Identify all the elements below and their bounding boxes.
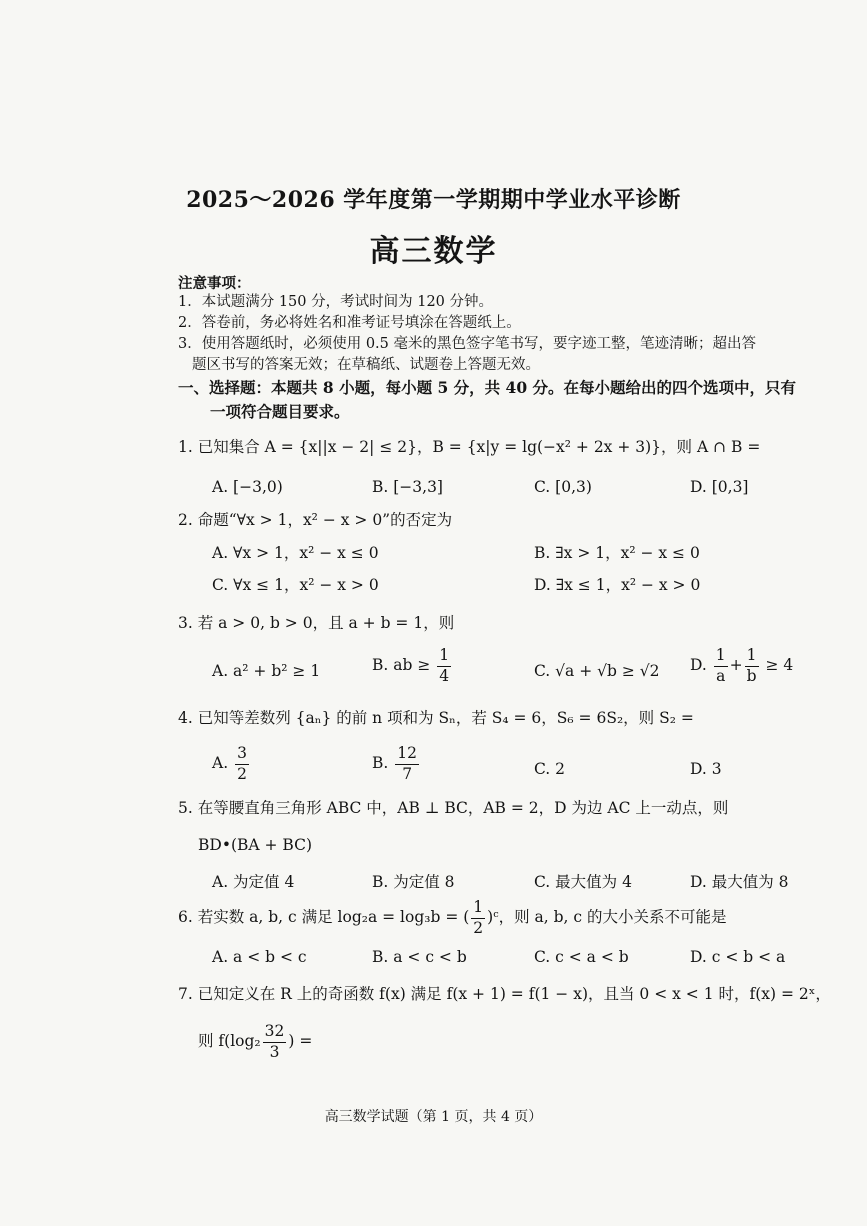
fraction-numerator: 32 [263,1024,287,1043]
question-3-option-b-fraction [437,648,451,684]
fraction-denominator: 4 [439,666,450,685]
note-3: 3．使用答题纸时，必须使用 0.5 毫米的黑色签字笔书写，要字迹工整，笔迹清晰；超出答 [178,336,756,352]
fraction-numerator: 1 [714,648,728,667]
question-3-option-b-label: B. ab ≥ [372,656,431,674]
subject-title: 高三数学 [369,234,498,269]
question-7-expression-tail: ) = [288,1032,313,1050]
fraction-denominator: 2 [237,764,247,783]
question-3-option-b [372,648,453,684]
question-6-option-a: A. a < b < c [212,948,307,966]
question-4-option-c: C. 2 [534,760,566,778]
question-4-option-a [212,746,251,782]
question-6-option-c: C. c < a < b [534,948,629,966]
question-6-fraction [471,900,485,936]
question-2-option-c: C. ∀x ≤ 1，x² − x > 0 [212,576,379,594]
question-6-option-b: B. a < c < b [372,948,467,966]
question-1-option-a: A. [−3,0) [212,478,283,496]
question-1-option-c: C. [0,3) [534,478,592,496]
question-3-option-d: D. $\frac{1}{a}$ + $\frac{1}{b}$ ≥ 4 [690,646,794,685]
fraction-numerator: 1 [471,900,485,919]
section-heading [178,376,808,424]
question-6-stem [178,900,818,936]
question-5-stem: 5. 在等腰直角三角形 ABC 中，AB ⊥ BC，AB = 2，D 为边 AC 上一动点，则 [178,799,729,817]
question-3-option-a: A. a² + b² ≥ 1 [212,662,321,680]
section-heading-line2: 一项符合题目要求。 [210,402,350,421]
note-1: 1．本试题满分 150 分，考试时间为 120 分钟。 [178,294,494,310]
question-1-stem: 1. 已知集合 A = {x||x − 2| ≤ 2}，B = {x|y = lg(−x² + 2x + 3)}，则 A ∩ B = [178,438,761,456]
fraction-numerator: 1 [745,648,759,667]
question-5-option-a: A. 为定值 4 [212,873,295,891]
question-3-option-d-fraction-2 [745,648,759,684]
fraction-numerator: 12 [395,746,419,765]
question-2-option-a: A. ∀x > 1，x² − x ≤ 0 [212,544,379,562]
question-4-stem: 4. 已知等差数列 {aₙ} 的前 n 项和为 Sₙ，若 S₄ = 6，S₆ = 6S₂，则 S₂ = [178,709,694,727]
fraction-numerator: 1 [437,648,451,667]
question-3-option-d-tail: ≥ 4 [765,656,794,674]
question-4-option-a-label: A. [212,754,229,772]
question-2-option-b: B. ∃x > 1，x² − x ≤ 0 [534,544,700,562]
fraction-numerator: 3 [235,746,249,765]
question-5-vector-expression: BD•(BA + BC) [198,836,313,854]
question-4-option-b [372,746,421,782]
question-2-stem: 2. 命题“∀x > 1，x² − x > 0”的否定为 [178,511,453,529]
question-4-option-b-fraction [395,746,419,782]
question-1-option-b: B. [−3,3] [372,478,443,496]
question-2-option-d: D. ∃x ≤ 1，x² − x > 0 [534,576,701,594]
question-7-stem: 7. 已知定义在 R 上的奇函数 f(x) 满足 f(x + 1) = f(1 − x)，且当 0 < x < 1 时，f(x) = 2ˣ， [178,985,831,1003]
fraction-denominator: b [746,666,757,685]
question-3-option-c: C. √a + √b ≥ √2 [534,662,660,680]
note-2: 2．答卷前，务必将姓名和准考证号填涂在答题纸上。 [178,315,521,331]
fraction-denominator: 2 [473,918,484,937]
question-6-option-d: D. c < b < a [690,948,786,966]
question-6-stem-tail: )ᶜ，则 a, b, c 的大小关系不可能是 [487,908,727,926]
question-5-option-c: C. 最大值为 4 [534,873,632,891]
question-5-option-b: B. 为定值 8 [372,873,455,891]
notes-heading: 注意事项： [178,275,251,292]
question-4-option-d: D. 3 [690,760,722,778]
question-3-option-d-label: D. [690,656,707,674]
exam-title: 2025～2026 学年度第一学期期中学业水平诊断 [186,187,681,213]
question-5-option-d: D. 最大值为 8 [690,873,789,891]
question-7-fraction [263,1024,287,1060]
question-7-expression-head: 则 f(log₂ [198,1032,261,1050]
section-heading-line1: 一、选择题：本题共 8 小题，每小题 5 分，共 40 分。在每小题给出的四个选项中，只有 [178,378,797,397]
question-7-expression [198,1024,838,1060]
question-4-option-a-fraction [235,746,249,782]
note-3-cont: 题区书写的答案无效；在草稿纸、试题卷上答题无效。 [192,357,540,373]
question-4-option-b-label: B. [372,754,389,772]
page-footer: 高三数学试题（第 1 页，共 4 页） [324,1109,543,1125]
question-3-option-d-fraction-1 [714,648,728,684]
question-3-stem: 3. 若 a > 0, b > 0，且 a + b = 1，则 [178,614,455,632]
fraction-denominator: 7 [402,764,413,783]
question-6-stem-head: 6. 若实数 a, b, c 满足 log₂a = log₃b = ( [178,908,470,926]
question-1-option-d: D. [0,3] [690,478,749,496]
fraction-denominator: a [716,666,726,685]
fraction-denominator: 3 [269,1042,280,1061]
